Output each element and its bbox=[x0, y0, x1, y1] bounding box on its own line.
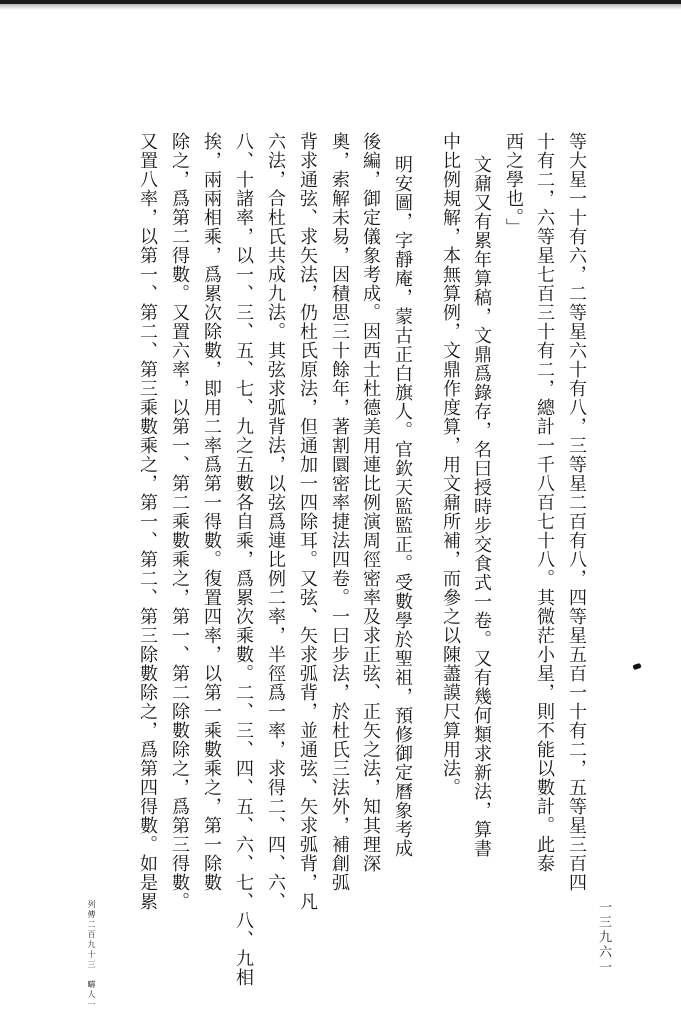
text-column-4: 文鼐又有累年算稿，文鼎爲錄存，名曰授時步交食式一卷。又有幾何類求新法，算書 bbox=[471, 155, 492, 858]
page-number: 一三九六一 bbox=[596, 900, 611, 975]
text-column-3: 西之學也。」 bbox=[503, 132, 524, 237]
text-column-6: 明安圖，字靜庵，蒙古正白旗人。官欽天監監正。受數學於聖祖，預修御定曆象考成 bbox=[392, 155, 413, 858]
text-column-9: 背求通弦、求矢法，仍杜氏原法，但通加一四除耳。又弦、矢求弧背，並通弦、矢求弧背，凡 bbox=[297, 132, 318, 911]
text-column-13: 除之，爲第二得數。又置六率，以第一、第二乘數乘之，第一、第二除數除之，爲第三得數。 bbox=[169, 132, 190, 911]
text-column-14: 又置八率，以第一、第二、第三乘數乘之，第一、第二、第三除數除之，爲第四得數。如是累 bbox=[137, 132, 158, 911]
text-column-8: 奧，索解未易，因積思三十餘年，著割圜密率捷法四卷。一曰步法，於杜氏三法外，補創弧 bbox=[329, 132, 350, 892]
top-border-shadow bbox=[0, 4, 681, 10]
chapter-footer: 列傳二百九十三 疇人一 bbox=[87, 900, 96, 1010]
text-column-5: 中比例規解，本無算例，文鼎作度算，用文鼐所補，而參之以陳藎謨尺算用法。 bbox=[440, 132, 461, 797]
text-column-1: 等大星一十有六，二等星六十有八，三等星二百有八，四等星五百一十有二，五等星三百四 bbox=[566, 132, 587, 892]
text-column-10: 六法，合杜氏共成九法。其弦求弧背法，以弦爲連比例二率，半徑爲一率，求得二、四、六、 bbox=[265, 132, 286, 911]
text-column-12: 挨，兩兩相乘，爲累次除數，即用二率爲第一得數。復置四率，以第一乘數乘之，第一除數 bbox=[201, 132, 222, 892]
text-column-7: 後編，御定儀象考成。因西士杜德美用連比例演周徑密率及求正弦、正矢之法，知其理深 bbox=[360, 132, 381, 873]
ink-mark bbox=[632, 663, 641, 670]
text-column-11: 八、十諸率，以一、三、五、七、九之五數各自乘，爲累次乘數。二、三、四、五、六、七、八、九相 bbox=[233, 132, 254, 987]
text-column-2: 十有二，六等星七百三十有二，總計一千八百七十八。其微茫小星，則不能以數計。此泰 bbox=[534, 132, 555, 873]
